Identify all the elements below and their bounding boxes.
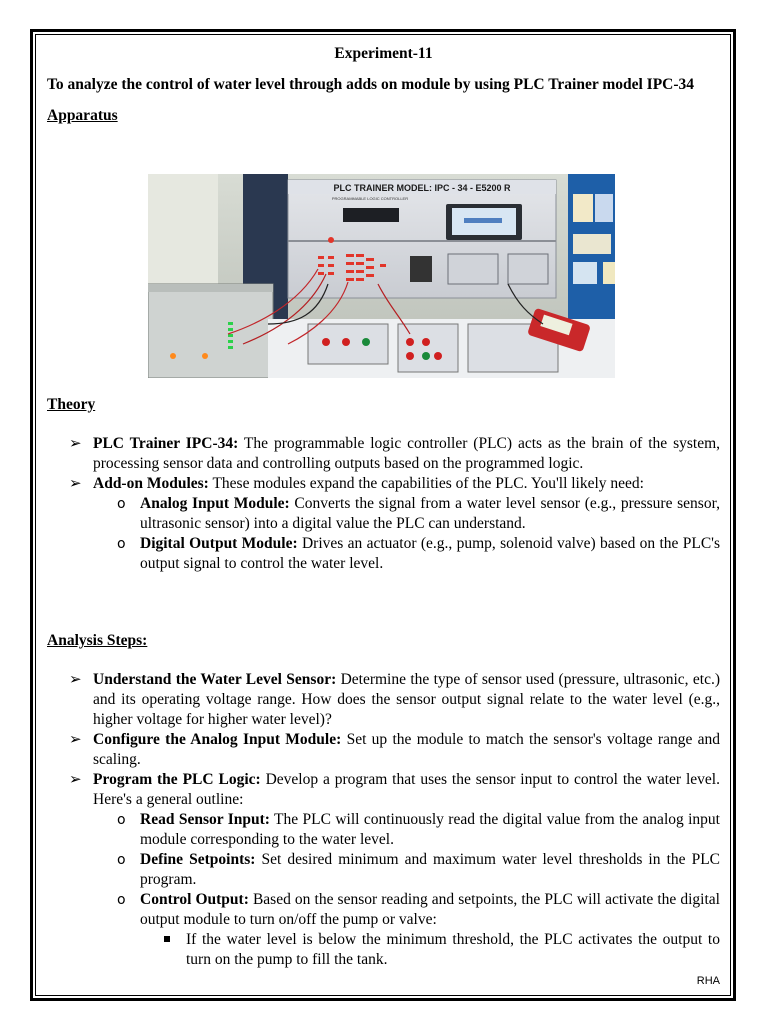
item-text: Converts the signal from a water level sensor (e.g., pressure sensor, ultrasonic sensor) into a digital value the PLC can understand. bbox=[140, 495, 720, 532]
sub-list-item bbox=[47, 534, 720, 574]
item-text: Set up the module to match the sensor's voltage range and scaling. bbox=[93, 731, 720, 768]
experiment-aim: To analyze the control of water level through adds on module by using PLC Trainer model IPC-34 bbox=[47, 76, 695, 93]
circle-bullet-icon: o bbox=[117, 812, 126, 828]
circle-bullet-icon: o bbox=[117, 892, 126, 908]
panel-subtitle-text: PROGRAMMABLE LOGIC CONTROLLER bbox=[331, 196, 409, 201]
sub-list bbox=[93, 810, 720, 970]
list-item bbox=[47, 474, 720, 574]
circle-bullet-icon: o bbox=[117, 536, 126, 552]
item-term: Read Sensor Input: bbox=[140, 811, 270, 828]
item-text: The PLC will continuously read the digital value from the analog input module corresponding to the water level. bbox=[140, 811, 720, 848]
sub-list-item bbox=[47, 890, 720, 970]
item-term: Configure the Analog Input Module: bbox=[93, 731, 342, 748]
item-text: Develop a program that uses the sensor input to control the water level. Here's a general outline: bbox=[93, 771, 720, 808]
sub-list-item bbox=[47, 850, 720, 890]
analysis-section bbox=[47, 631, 720, 970]
theory-list bbox=[47, 434, 720, 574]
experiment-title: Experiment-11 bbox=[334, 45, 433, 62]
item-text: The programmable logic controller (PLC) acts as the brain of the system, processing sensor data and controlling outputs based on the programmed logic. bbox=[93, 435, 721, 472]
item-text: Determine the type of sensor used (pressure, ultrasonic, etc.) and its operating voltage range. How does the sensor output signal relate to the water level (e.g., higher voltage for higher water level)? bbox=[93, 671, 720, 728]
circle-bullet-icon: o bbox=[117, 496, 126, 512]
panel-title-text: PLC TRAINER MODEL: IPC - 34 - E5200 R bbox=[333, 183, 511, 193]
item-text: Set desired minimum and maximum water level thresholds in the PLC program. bbox=[140, 851, 721, 888]
item-term: Digital Output Module: bbox=[140, 535, 298, 552]
footer-initials: RHA bbox=[696, 975, 720, 987]
square-bullet-icon bbox=[164, 936, 170, 942]
arrow-bullet-icon: ➢ bbox=[69, 732, 82, 748]
analysis-heading: Analysis Steps: bbox=[47, 632, 148, 649]
item-term: Understand the Water Level Sensor: bbox=[93, 671, 337, 688]
list-item bbox=[47, 670, 720, 730]
apparatus-photo bbox=[148, 174, 615, 378]
theory-heading: Theory bbox=[47, 396, 96, 413]
theory-section bbox=[47, 395, 720, 574]
item-term: Define Setpoints: bbox=[140, 851, 256, 868]
arrow-bullet-icon: ➢ bbox=[69, 476, 82, 492]
list-item bbox=[47, 434, 720, 474]
arrow-bullet-icon: ➢ bbox=[69, 772, 82, 788]
arrow-bullet-icon: ➢ bbox=[69, 436, 82, 452]
analysis-list bbox=[47, 670, 720, 970]
sub-sub-list bbox=[140, 930, 720, 970]
item-text: These modules expand the capabilities of the PLC. You'll likely need: bbox=[208, 475, 644, 492]
page-content bbox=[47, 42, 720, 126]
sub-list-item bbox=[47, 494, 720, 534]
item-term: Analog Input Module: bbox=[140, 495, 290, 512]
circle-bullet-icon: o bbox=[117, 852, 126, 868]
item-text: If the water level is below the minimum threshold, the PLC activates the output to turn on the pump to fill the tank. bbox=[186, 931, 720, 968]
sub-list-item bbox=[47, 810, 720, 850]
plc-trainer-image bbox=[148, 174, 615, 378]
list-item bbox=[47, 770, 720, 970]
item-term: Program the PLC Logic: bbox=[93, 771, 261, 788]
arrow-bullet-icon: ➢ bbox=[69, 672, 82, 688]
list-item bbox=[47, 730, 720, 770]
item-term: Add-on Modules: bbox=[93, 475, 209, 492]
sub-list bbox=[93, 494, 720, 574]
item-text: Based on the sensor reading and setpoints, the PLC will activate the digital output module to turn on/off the pump or valve: bbox=[140, 891, 720, 928]
item-term: PLC Trainer IPC-34: bbox=[93, 435, 239, 452]
item-text: Drives an actuator (e.g., pump, solenoid valve) based on the PLC's output signal to control the water level. bbox=[140, 535, 720, 572]
item-term: Control Output: bbox=[140, 891, 249, 908]
sub-sub-list-item bbox=[47, 930, 720, 970]
apparatus-heading: Apparatus bbox=[47, 107, 118, 124]
